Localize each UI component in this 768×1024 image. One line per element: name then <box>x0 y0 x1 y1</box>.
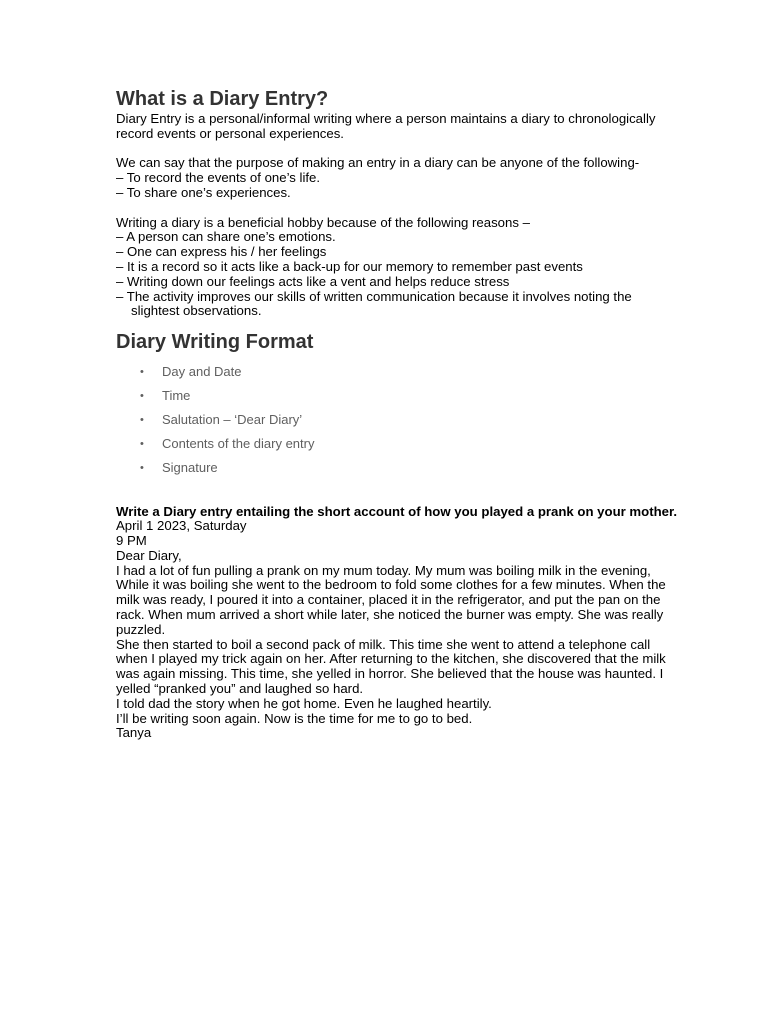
entry-body-line: puzzled. <box>116 621 166 637</box>
bullet-icon: • <box>140 438 144 451</box>
entry-body-line: I had a lot of fun pulling a prank on my mum today. My mum was boiling milk in the evening, <box>116 562 651 578</box>
format-list <box>116 360 706 480</box>
diary-entry-example <box>116 519 706 741</box>
definition-line: Diary Entry is a personal/informal writing where a person maintains a diary to chronologically <box>116 111 656 126</box>
entry-date: April 1 2023, Saturday <box>116 518 247 534</box>
paragraph-gap <box>116 201 706 216</box>
entry-signature: Tanya <box>116 725 152 741</box>
bullet-icon: • <box>140 390 144 403</box>
reasons-intro: Writing a diary is a beneficial hobby because of the following reasons – <box>116 214 530 230</box>
bullet-icon: • <box>140 462 144 475</box>
purpose-item: – To share one’s experiences. <box>116 184 291 200</box>
format-list-item <box>140 384 706 408</box>
reason-item: – Writing down our feelings acts like a vent and helps reduce stress <box>116 273 510 289</box>
entry-body-line: She then started to boil a second pack of milk. This time she went to attend a telephone call <box>116 636 651 652</box>
entry-body-line: While it was boiling she went to the bedroom to fold some clothes for a few minutes. When the <box>116 577 666 593</box>
bullet-icon: • <box>140 414 144 427</box>
reason-item: – A person can share one’s emotions. <box>116 229 336 245</box>
entry-time: 9 PM <box>116 532 147 548</box>
entry-body-line: I told dad the story when he got home. Even he laughed heartily. <box>116 695 492 711</box>
section-title-format: Diary Writing Format <box>116 331 314 354</box>
format-item-label: Contents of the diary entry <box>162 436 315 452</box>
entry-body-line: I’ll be writing soon again. Now is the time for me to go to bed. <box>116 710 473 726</box>
example-question: Write a Diary entry entailing the short account of how you played a prank on your mother. <box>116 504 678 520</box>
reason-item: – The activity improves our skills of written communication because it involves noting the <box>116 288 632 304</box>
entry-salutation: Dear Diary, <box>116 547 182 563</box>
purpose-intro: We can say that the purpose of making an entry in a diary can be anyone of the following- <box>116 155 640 171</box>
document-page <box>116 86 706 741</box>
entry-body-line: milk was ready, I poured it into a container, placed it in the refrigerator, and put the pan on the <box>116 592 661 608</box>
section-title-diary-entry: What is a Diary Entry? <box>116 88 329 110</box>
format-list-item <box>140 432 706 456</box>
reason-item: – It is a record so it acts like a back-up for our memory to remember past events <box>116 258 583 274</box>
format-item-label: Time <box>162 388 191 404</box>
paragraph-gap <box>116 142 706 157</box>
entry-body-line: was again missing. This time, she yelled in horror. She believed that the house was haunted. I <box>116 666 664 682</box>
entry-body-line: yelled “pranked you” and laughed so hard. <box>116 680 364 696</box>
format-list-item <box>140 408 706 432</box>
format-list-item <box>140 456 706 480</box>
format-item-label: Day and Date <box>162 364 242 380</box>
format-item-label: Salutation – ‘Dear Diary’ <box>162 412 303 428</box>
reason-item: – One can express his / her feelings <box>116 244 327 260</box>
format-list-item <box>140 360 706 384</box>
entry-body-line: when I played my trick again on her. After returning to the kitchen, she discovered that the milk <box>116 651 666 667</box>
reason-item-continuation: slightest observations. <box>131 303 262 319</box>
bullet-icon: • <box>140 366 144 379</box>
entry-body-line: rack. When mum arrived a short while later, she noticed the burner was empty. She was really <box>116 606 664 622</box>
purpose-item: – To record the events of one’s life. <box>116 170 321 186</box>
definition-line: record events or personal experiences. <box>116 125 344 141</box>
format-item-label: Signature <box>162 460 218 476</box>
